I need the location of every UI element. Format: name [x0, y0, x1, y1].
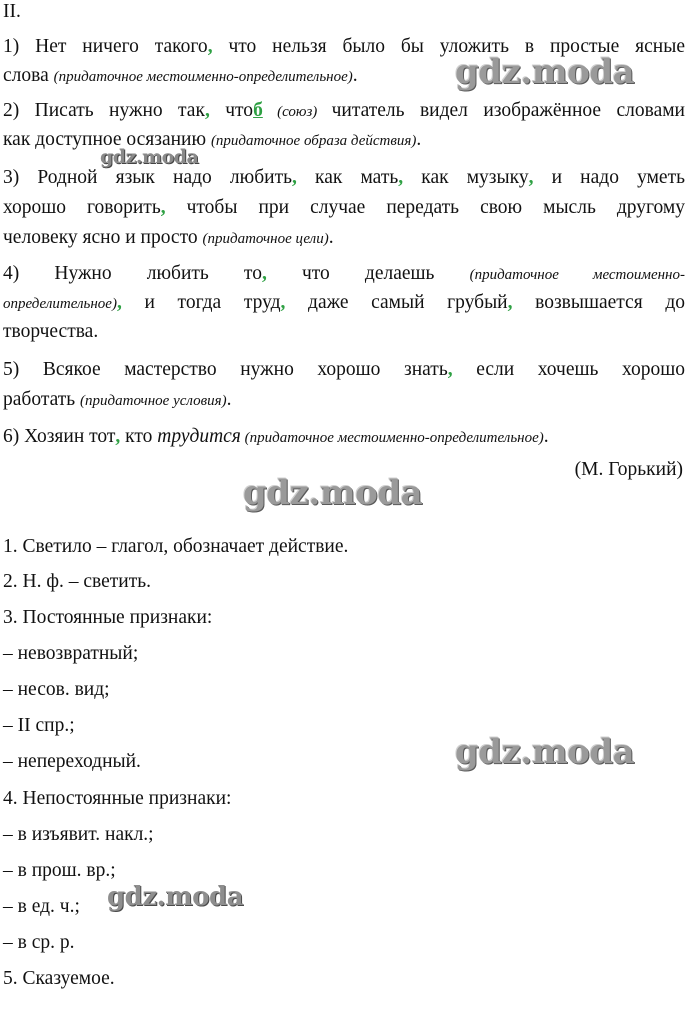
analysis-item-4: – невозвратный; [3, 643, 139, 664]
sentence-3-line-2: хорошо говорить, чтобы при случае передать свою мысль другому [3, 197, 685, 218]
analysis-item-5: – несов. вид; [3, 679, 110, 700]
sentence-5-line-1: 5) Всякое мастерство нужно хорошо знать, если хочешь хорошо [3, 359, 685, 380]
watermark-logo: gdz.moda [455, 52, 635, 92]
section-heading: II. [3, 1, 21, 22]
watermark-logo: gdz.moda [107, 882, 244, 912]
analysis-item-7: – непереходный. [3, 751, 141, 772]
sentence-5-line-2: работать (придаточное условия). [3, 389, 232, 410]
watermark-logo: gdz.moda [100, 146, 199, 168]
sentence-6-line-1: 6) Хозяин тот, кто трудится (придаточное местоименно-определительное). [3, 426, 549, 447]
analysis-item-12: – в ср. р. [3, 932, 75, 953]
sentence-3-line-3: человеку ясно и просто (придаточное цели). [3, 227, 334, 248]
author-attribution: (М. Горький) [574, 459, 683, 480]
analysis-item-2: 2. Н. ф. – светить. [3, 571, 151, 592]
watermark-logo: gdz.moda [455, 732, 635, 772]
watermark-logo: gdz.moda [243, 473, 423, 513]
analysis-item-13: 5. Сказуемое. [3, 968, 115, 989]
analysis-item-9: – в изъявит. накл.; [3, 824, 154, 845]
sentence-2-line-1: 2) Писать нужно так, чтоб (союз) читатель видел изображённое словами [3, 100, 685, 121]
sentence-1-line-1: 1) Нет ничего такого, что нельзя было бы уложить в простые ясные [3, 36, 686, 57]
sentence-2-line-2: как доступное осязанию (придаточное образа действия). [3, 129, 422, 150]
sentence-1-line-2: слова (придаточное местоименно-определительное). [3, 65, 358, 86]
analysis-item-6: – II спр.; [3, 715, 75, 736]
analysis-item-3: 3. Постоянные признаки: [3, 607, 213, 628]
sentence-4-line-2: определительное), и тогда труд, даже самый грубый, возвышается до [3, 292, 685, 313]
sentence-4-line-1: 4) Нужно любить то, что делаешь (придаточное местоименно- [3, 263, 685, 284]
analysis-item-10: – в прош. вр.; [3, 860, 116, 881]
analysis-item-1: 1. Светило – глагол, обозначает действие. [3, 536, 349, 557]
sentence-3-line-1: 3) Родной язык надо любить, как мать, как музыку, и надо уметь [3, 167, 685, 188]
analysis-item-11: – в ед. ч.; [3, 896, 80, 917]
sentence-4-line-3: творчества. [3, 321, 99, 342]
analysis-item-8: 4. Непостоянные признаки: [3, 788, 232, 809]
